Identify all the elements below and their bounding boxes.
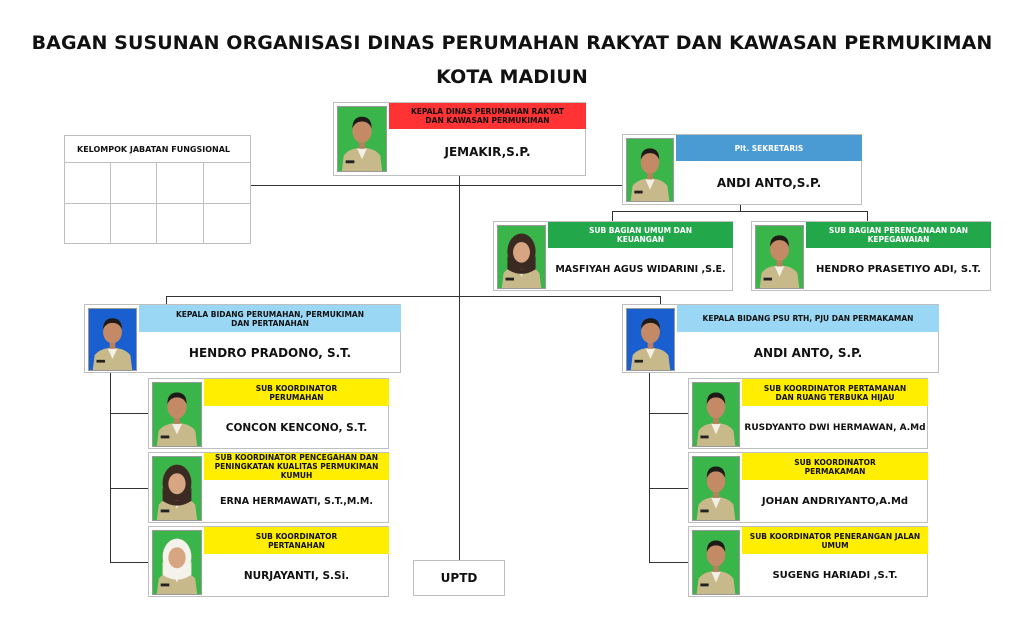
fungsional-cell xyxy=(110,203,157,244)
sub-pencegahan-box xyxy=(148,452,389,523)
bidang-psu-drop xyxy=(660,296,661,304)
subbag-horizontal-line xyxy=(612,211,868,212)
sekretaris-photo xyxy=(626,138,674,202)
sub-pertanahan-name: NURJAYANTI, S.Si. xyxy=(243,569,350,582)
subbag-umum-box xyxy=(493,221,733,291)
sub-permakaman-name: JOHAN ANDRIYANTO,A.Md xyxy=(761,496,909,507)
fungsional-cell xyxy=(64,162,111,204)
left-sub-branch-1 xyxy=(110,413,148,414)
sub-pertamanan-photo xyxy=(692,382,740,447)
fungsional-cell xyxy=(156,203,204,244)
sub-pencegahan-position: SUB KOORDINATOR PENCEGAHAN DAN PENINGKATAN KUALITAS PERMUKIMAN KUMUH xyxy=(204,453,389,480)
bidang-psu-box xyxy=(622,304,939,373)
right-sub-branch-1 xyxy=(649,413,688,414)
fungsional-label: KELOMPOK JABATAN FUNGSIONAL xyxy=(77,144,230,154)
left-sub-branch-3 xyxy=(110,562,148,563)
right-sub-branch-2 xyxy=(649,488,688,489)
sub-penerangan-photo xyxy=(692,530,740,595)
fungsional-cell xyxy=(110,162,157,204)
sub-pertamanan-position: SUB KOORDINATOR PERTAMANAN DAN RUANG TERBUKA HIJAU xyxy=(742,379,928,406)
fungsional-box xyxy=(64,135,251,244)
fungsional-cell xyxy=(203,162,251,204)
subbag-umum-position: SUB BAGIAN UMUM DAN KEUANGAN xyxy=(548,222,733,248)
kepala-dinas-position: KEPALA DINAS PERUMAHAN RAKYAT DAN KAWASAN PERMUKIMAN xyxy=(389,103,586,129)
sub-permakaman-box xyxy=(688,452,928,523)
chart-title-line2: KOTA MADIUN xyxy=(436,66,588,88)
bidang-psu-position: KEPALA BIDANG PSU RTH, PJU DAN PERMAKAMAN xyxy=(677,305,939,332)
uptd-box xyxy=(413,560,505,596)
bidang-perumahan-box xyxy=(84,304,401,373)
bidang-psu-name: ANDI ANTO, S.P. xyxy=(753,345,863,360)
kepala-dinas-photo xyxy=(337,106,387,172)
main-vertical-line xyxy=(459,176,460,560)
sub-pencegahan-photo xyxy=(152,456,202,521)
fungsional-sekretaris-line xyxy=(250,185,625,186)
chart-title-line1: BAGAN SUSUNAN ORGANISASI DINAS PERUMAHAN RAKYAT DAN KAWASAN PERMUKIMAN xyxy=(31,32,993,54)
sub-pertanahan-position: SUB KOORDINATOR PERTANAHAN xyxy=(204,527,389,554)
sub-penerangan-box xyxy=(688,526,928,597)
bidang-perumahan-name: HENDRO PRADONO, S.T. xyxy=(188,345,352,360)
bidang-perumahan-position: KEPALA BIDANG PERUMAHAN, PERMUKIMAN DAN PERTANAHAN xyxy=(139,305,401,332)
subbag-perencanaan-photo xyxy=(755,225,804,289)
sub-pertamanan-name: RUSDYANTO DWI HERMAWAN, A.Md xyxy=(744,422,926,433)
sub-permakaman-position: SUB KOORDINATOR PERMAKAMAN xyxy=(742,453,928,480)
sub-perumahan-name: CONCON KENCONO, S.T. xyxy=(225,421,368,434)
fungsional-cell xyxy=(203,203,251,244)
sub-pertamanan-box xyxy=(688,378,928,449)
subbag-umum-name: MASFIYAH AGUS WIDARINI ,S.E. xyxy=(555,264,726,275)
kepala-dinas-box xyxy=(333,102,586,176)
sekretaris-name: ANDI ANTO,S.P. xyxy=(716,176,822,190)
sub-penerangan-position: SUB KOORDINATOR PENERANGAN JALAN UMUM xyxy=(742,527,928,554)
right-sub-branch-3 xyxy=(649,562,688,563)
sub-perumahan-box xyxy=(148,378,389,449)
sub-pencegahan-name: ERNA HERMAWATI, S.T.,M.M. xyxy=(220,496,373,507)
sub-pertanahan-photo xyxy=(152,530,202,595)
sub-penerangan-name: SUGENG HARIADI ,S.T. xyxy=(772,570,898,581)
bidang-psu-photo xyxy=(626,308,675,371)
subbag-perencanaan-position: SUB BAGIAN PERENCANAAN DAN KEPEGAWAIAN xyxy=(806,222,991,248)
bidang-perumahan-drop xyxy=(166,296,167,304)
left-sub-branch-2 xyxy=(110,488,148,489)
left-sub-vertical xyxy=(110,372,111,563)
fungsional-cell xyxy=(64,203,111,244)
fungsional-cell xyxy=(156,162,204,204)
sub-perumahan-position: SUB KOORDINATOR PERUMAHAN xyxy=(204,379,389,406)
subbag-perencanaan-box xyxy=(751,221,991,291)
bidang-horizontal-line xyxy=(166,296,661,297)
subbag-perencanaan-name: HENDRO PRASETIYO ADI, S.T. xyxy=(816,264,981,275)
sub-perumahan-photo xyxy=(152,382,202,447)
kepala-dinas-name: JEMAKIR,S.P. xyxy=(444,145,531,159)
sub-pertanahan-box xyxy=(148,526,389,597)
bidang-perumahan-photo xyxy=(88,308,137,371)
sub-permakaman-photo xyxy=(692,456,740,521)
subbag-umum-photo xyxy=(497,225,546,289)
right-sub-vertical xyxy=(649,372,650,563)
sekretaris-position: Plt. SEKRETARIS xyxy=(676,135,862,161)
uptd-label: UPTD xyxy=(440,571,478,585)
sekretaris-box xyxy=(622,134,862,205)
